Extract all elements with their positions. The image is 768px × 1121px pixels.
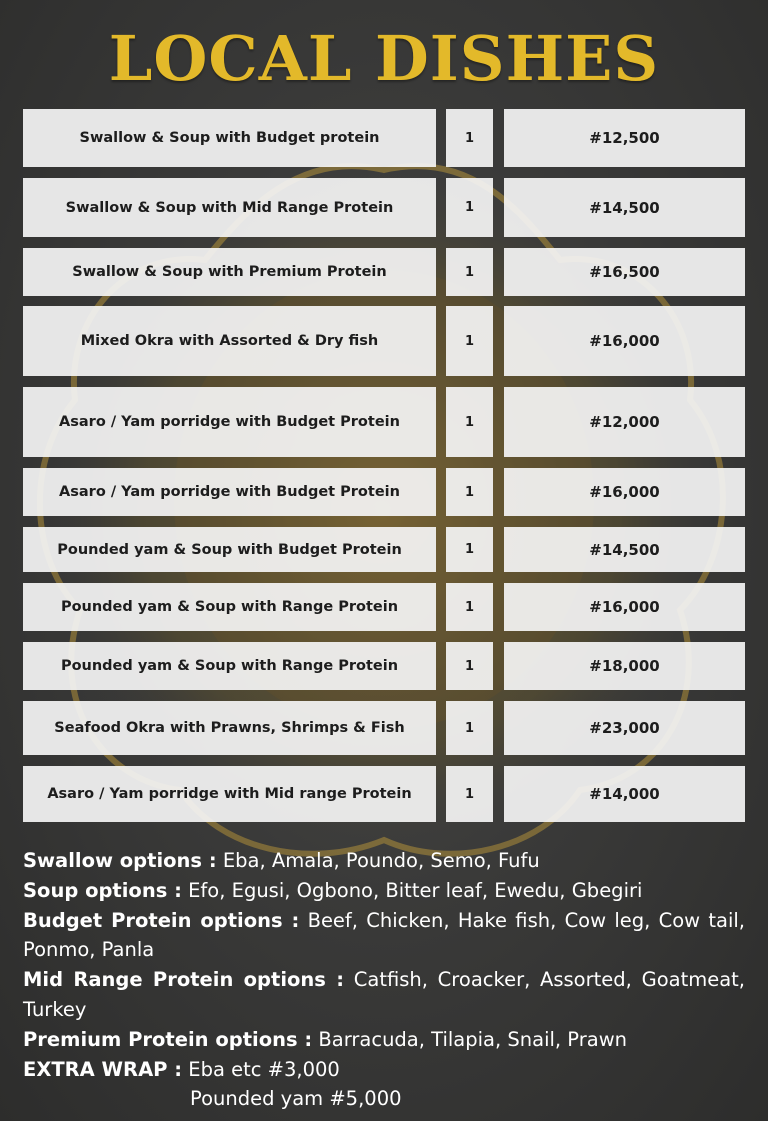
dish-qty: 1 bbox=[446, 766, 493, 822]
dish-price: #16,000 bbox=[504, 468, 745, 516]
dish-qty: 1 bbox=[446, 468, 493, 516]
dish-qty: 1 bbox=[446, 248, 493, 296]
dish-qty: 1 bbox=[446, 178, 493, 237]
dish-price: #16,000 bbox=[504, 306, 745, 376]
swallow-options-label: Swallow options : bbox=[23, 849, 217, 872]
dish-name: Pounded yam & Soup with Range Protein bbox=[23, 642, 436, 690]
budget-protein-options bbox=[23, 906, 745, 966]
premium-protein-label: Premium Protein options : bbox=[23, 1027, 313, 1051]
budget-protein-label: Budget Protein options : bbox=[23, 908, 300, 932]
options-notes bbox=[23, 846, 745, 1114]
dish-price: #18,000 bbox=[504, 642, 745, 690]
dish-name: Mixed Okra with Assorted & Dry fish bbox=[23, 306, 436, 376]
mid-range-protein-value: Catfish, Croacker, Assorted, Goatmeat, Turkey bbox=[23, 968, 746, 1021]
table-row bbox=[23, 642, 745, 690]
dish-price: #23,000 bbox=[504, 701, 745, 755]
table-row bbox=[23, 583, 745, 631]
dish-qty: 1 bbox=[446, 109, 493, 167]
dish-qty: 1 bbox=[446, 583, 493, 631]
dish-name: Asaro / Yam porridge with Budget Protein bbox=[23, 468, 436, 516]
swallow-options bbox=[23, 846, 745, 876]
extra-wrap-line-2 bbox=[23, 1084, 745, 1114]
mid-range-protein-options bbox=[23, 965, 745, 1025]
table-row bbox=[23, 468, 745, 516]
swallow-options-value: Eba, Amala, Poundo, Semo, Fufu bbox=[222, 849, 540, 872]
dish-price: #14,000 bbox=[504, 766, 745, 822]
budget-protein-value: Beef, Chicken, Hake fish, Cow leg, Cow tail, Ponmo, Panla bbox=[23, 908, 746, 962]
page-title: LOCAL DISHES bbox=[108, 22, 660, 95]
dish-name: Pounded yam & Soup with Range Protein bbox=[23, 583, 436, 631]
extra-wrap-label: EXTRA WRAP : bbox=[23, 1057, 183, 1081]
soup-options-label: Soup options : bbox=[23, 878, 182, 902]
premium-protein-value: Barracuda, Tilapia, Snail, Prawn bbox=[318, 1027, 627, 1051]
dish-price: #12,000 bbox=[504, 387, 745, 457]
soup-options-value: Efo, Egusi, Ogbono, Bitter leaf, Ewedu, Gbegiri bbox=[188, 878, 643, 902]
dish-price: #16,500 bbox=[504, 248, 745, 296]
table-row bbox=[23, 109, 745, 167]
dish-qty: 1 bbox=[446, 387, 493, 457]
table-row bbox=[23, 387, 745, 457]
dish-name: Asaro / Yam porridge with Budget Protein bbox=[23, 387, 436, 457]
dish-name: Seafood Okra with Prawns, Shrimps & Fish bbox=[23, 701, 436, 755]
dish-price: #14,500 bbox=[504, 527, 745, 572]
dish-qty: 1 bbox=[446, 701, 493, 755]
dish-name: Swallow & Soup with Budget protein bbox=[23, 109, 436, 167]
table-row bbox=[23, 766, 745, 822]
extra-wrap-value-1: Eba etc #3,000 bbox=[188, 1057, 340, 1081]
mid-range-protein-label: Mid Range Protein options : bbox=[23, 968, 345, 992]
dish-name: Asaro / Yam porridge with Mid range Protein bbox=[23, 766, 436, 822]
dish-qty: 1 bbox=[446, 306, 493, 376]
dish-qty: 1 bbox=[446, 642, 493, 690]
table-row bbox=[23, 248, 745, 296]
premium-protein-options bbox=[23, 1025, 745, 1055]
dish-price: #12,500 bbox=[504, 109, 745, 167]
table-row bbox=[23, 527, 745, 572]
dish-price: #14,500 bbox=[504, 178, 745, 237]
dish-price: #16,000 bbox=[504, 583, 745, 631]
extra-wrap bbox=[23, 1055, 745, 1085]
extra-wrap-value-2: Pounded yam #5,000 bbox=[190, 1087, 402, 1111]
table-row bbox=[23, 178, 745, 237]
table-row bbox=[23, 701, 745, 755]
dish-qty: 1 bbox=[446, 527, 493, 572]
table-row bbox=[23, 306, 745, 376]
soup-options bbox=[23, 876, 745, 906]
dish-name: Swallow & Soup with Mid Range Protein bbox=[23, 178, 436, 237]
dish-name: Swallow & Soup with Premium Protein bbox=[23, 248, 436, 296]
dish-name: Pounded yam & Soup with Budget Protein bbox=[23, 527, 436, 572]
